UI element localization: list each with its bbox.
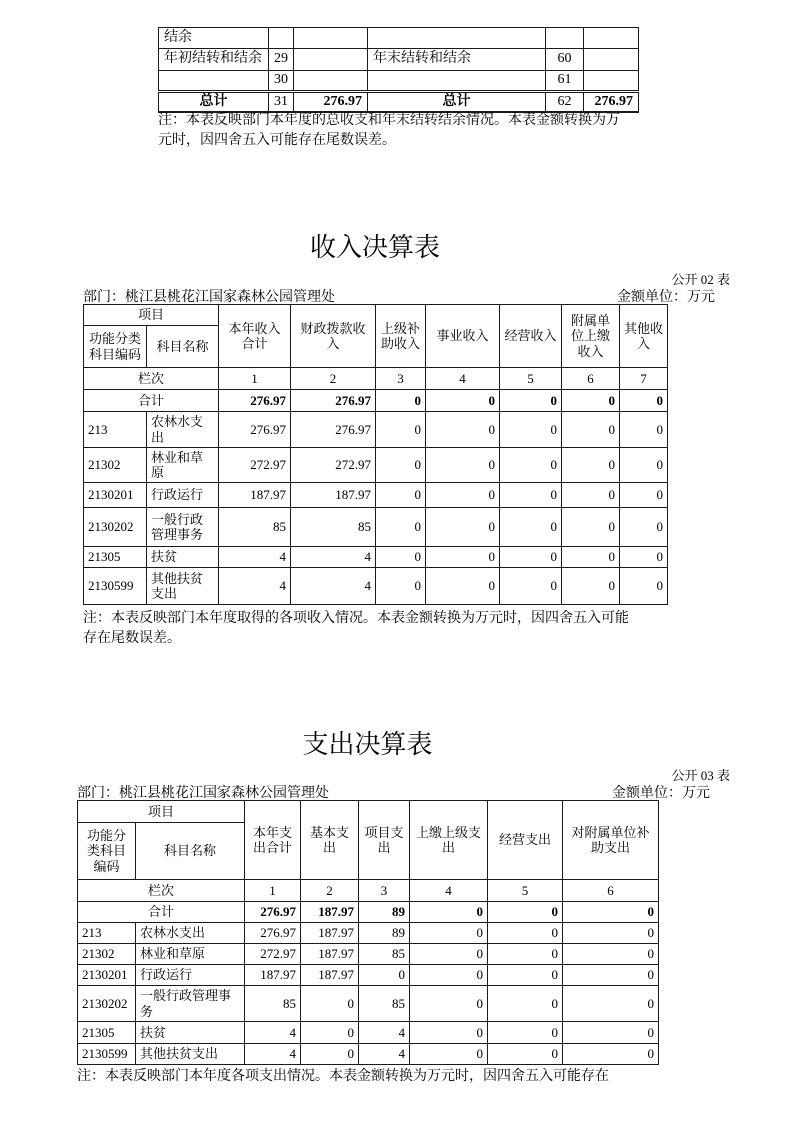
header-cell: 栏次 bbox=[84, 368, 219, 390]
table-row bbox=[159, 49, 639, 71]
value-cell: 0 bbox=[563, 986, 659, 1022]
value-cell: 0 bbox=[488, 965, 563, 986]
value-cell: 272.97 bbox=[291, 448, 376, 483]
total-value-cell: 0 bbox=[426, 390, 500, 412]
total-value-cell: 0 bbox=[500, 390, 562, 412]
value-cell: 0 bbox=[410, 923, 488, 944]
income-data-row bbox=[84, 412, 668, 448]
value-cell: 4 bbox=[359, 1044, 410, 1065]
header-cell: 经营支出 bbox=[488, 801, 563, 880]
name-cell: 一般行政管理事务 bbox=[147, 508, 219, 547]
value-cell: 0 bbox=[488, 944, 563, 965]
value-cell: 276.97 bbox=[245, 923, 301, 944]
header-cell: 项目 bbox=[84, 305, 219, 326]
name-cell: 其他扶贫支出 bbox=[136, 1044, 245, 1065]
summary-note: 注：本表反映部门本年度的总收支和年末结转结余情况。本表金额转换为万元时，因四舍五入可能存在尾数误差。 bbox=[158, 113, 620, 149]
code-cell: 213 bbox=[84, 412, 147, 448]
header-cell: 上级补助收入 bbox=[376, 305, 426, 368]
value-cell: 0 bbox=[562, 568, 620, 605]
code-cell: 2130599 bbox=[84, 568, 147, 605]
value-cell: 0 bbox=[376, 412, 426, 448]
value-cell: 0 bbox=[376, 547, 426, 568]
name-cell: 林业和草原 bbox=[147, 448, 219, 483]
value-cell: 0 bbox=[620, 483, 668, 508]
label-cell bbox=[159, 71, 269, 92]
header-cell: 上缴上级支出 bbox=[410, 801, 488, 880]
header-cell: 功能分类科目编码 bbox=[84, 326, 147, 368]
header-cell: 本年收入合计 bbox=[219, 305, 291, 368]
expend-title: 支出决算表 bbox=[302, 730, 433, 759]
total-value-cell: 276.97 bbox=[245, 902, 301, 923]
col-num-cell: 2 bbox=[301, 880, 359, 902]
income-data-row bbox=[84, 508, 668, 547]
income-header-row-1 bbox=[84, 305, 668, 326]
total-value-cell: 276.97 bbox=[294, 91, 368, 112]
cell bbox=[269, 28, 294, 49]
value-cell: 0 bbox=[426, 412, 500, 448]
expend-data-row bbox=[78, 944, 659, 965]
name-cell: 扶贫 bbox=[147, 547, 219, 568]
table-row bbox=[159, 71, 639, 92]
income-title: 收入决算表 bbox=[309, 233, 440, 262]
code-cell: 2130202 bbox=[78, 986, 136, 1022]
line-no-cell: 62 bbox=[546, 91, 584, 112]
value-cell: 0 bbox=[500, 547, 562, 568]
income-meta-row bbox=[83, 286, 715, 306]
total-value-cell: 276.97 bbox=[219, 390, 291, 412]
col-num-cell: 5 bbox=[500, 368, 562, 390]
income-lanci-row bbox=[84, 368, 668, 390]
line-no-cell: 60 bbox=[546, 49, 584, 71]
value-cell: 85 bbox=[291, 508, 376, 547]
header-cell: 其他收入 bbox=[620, 305, 668, 368]
value-cell: 85 bbox=[219, 508, 291, 547]
label-cell: 年初结转和结余 bbox=[159, 49, 269, 71]
summary-table bbox=[158, 27, 639, 113]
value-cell: 0 bbox=[410, 1044, 488, 1065]
value-cell: 0 bbox=[562, 448, 620, 483]
value-cell: 0 bbox=[563, 923, 659, 944]
total-value-cell: 0 bbox=[376, 390, 426, 412]
value-cell: 0 bbox=[562, 483, 620, 508]
income-data-row bbox=[84, 483, 668, 508]
total-value-cell: 0 bbox=[563, 902, 659, 923]
expend-total-row bbox=[78, 902, 659, 923]
code-cell: 21302 bbox=[84, 448, 147, 483]
value-cell: 85 bbox=[359, 944, 410, 965]
value-cell: 276.97 bbox=[219, 412, 291, 448]
col-num-cell: 6 bbox=[563, 880, 659, 902]
name-cell: 其他扶贫支出 bbox=[147, 568, 219, 605]
value-cell: 187.97 bbox=[301, 965, 359, 986]
total-value-cell: 276.97 bbox=[291, 390, 376, 412]
col-num-cell: 1 bbox=[219, 368, 291, 390]
header-cell: 科目名称 bbox=[136, 823, 245, 880]
value-cell: 0 bbox=[426, 448, 500, 483]
expend-data-row bbox=[78, 923, 659, 944]
header-cell: 基本支出 bbox=[301, 801, 359, 880]
total-value-cell: 0 bbox=[562, 390, 620, 412]
header-cell: 事业收入 bbox=[426, 305, 500, 368]
col-num-cell: 7 bbox=[620, 368, 668, 390]
value-cell: 0 bbox=[563, 965, 659, 986]
value-cell: 0 bbox=[620, 547, 668, 568]
value-cell bbox=[294, 49, 368, 71]
label-cell: 年末结转和结余 bbox=[368, 49, 546, 71]
name-cell: 扶贫 bbox=[136, 1022, 245, 1044]
line-no-cell: 31 bbox=[269, 91, 294, 112]
total-value-cell: 0 bbox=[620, 390, 668, 412]
cell bbox=[584, 28, 639, 49]
code-cell: 213 bbox=[78, 923, 136, 944]
value-cell: 0 bbox=[426, 547, 500, 568]
name-cell: 农林水支出 bbox=[147, 412, 219, 448]
header-cell: 经营收入 bbox=[500, 305, 562, 368]
income-table-number: 公开 02 表 bbox=[671, 272, 730, 287]
income-data-row bbox=[84, 568, 668, 605]
expend-data-row bbox=[78, 986, 659, 1022]
value-cell: 0 bbox=[359, 965, 410, 986]
income-department: 部门：桃江县桃花江国家森林公园管理处 bbox=[83, 290, 335, 305]
value-cell: 187.97 bbox=[291, 483, 376, 508]
table-row bbox=[159, 28, 639, 49]
value-cell: 0 bbox=[488, 986, 563, 1022]
value-cell: 0 bbox=[500, 483, 562, 508]
value-cell: 0 bbox=[563, 1022, 659, 1044]
expend-header-row-1 bbox=[78, 801, 659, 823]
value-cell: 0 bbox=[488, 923, 563, 944]
col-num-cell: 4 bbox=[426, 368, 500, 390]
line-no-cell: 61 bbox=[546, 71, 584, 92]
value-cell: 276.97 bbox=[291, 412, 376, 448]
line-no-cell: 30 bbox=[269, 71, 294, 92]
value-cell: 0 bbox=[301, 986, 359, 1022]
value-cell: 0 bbox=[620, 412, 668, 448]
header-cell: 本年支出合计 bbox=[245, 801, 301, 880]
value-cell: 0 bbox=[410, 965, 488, 986]
value-cell: 0 bbox=[488, 1022, 563, 1044]
value-cell: 89 bbox=[359, 923, 410, 944]
total-label-cell: 总计 bbox=[368, 91, 546, 112]
value-cell: 0 bbox=[410, 1022, 488, 1044]
code-cell: 2130201 bbox=[84, 483, 147, 508]
col-num-cell: 1 bbox=[245, 880, 301, 902]
value-cell: 4 bbox=[245, 1044, 301, 1065]
value-cell: 0 bbox=[500, 568, 562, 605]
value-cell: 0 bbox=[376, 448, 426, 483]
value-cell: 0 bbox=[301, 1044, 359, 1065]
value-cell: 4 bbox=[359, 1022, 410, 1044]
code-cell: 2130202 bbox=[84, 508, 147, 547]
value-cell: 0 bbox=[376, 508, 426, 547]
expend-meta-row bbox=[77, 782, 710, 802]
name-cell: 一般行政管理事务 bbox=[136, 986, 245, 1022]
value-cell: 0 bbox=[562, 508, 620, 547]
value-cell: 0 bbox=[500, 508, 562, 547]
header-cell: 项目支出 bbox=[359, 801, 410, 880]
name-cell: 行政运行 bbox=[147, 483, 219, 508]
value-cell: 0 bbox=[426, 483, 500, 508]
total-value-cell: 276.97 bbox=[584, 91, 639, 112]
value-cell: 0 bbox=[376, 483, 426, 508]
total-value-cell: 187.97 bbox=[301, 902, 359, 923]
header-cell: 财政拨款收入 bbox=[291, 305, 376, 368]
expend-note: 注：本表反映部门本年度各项支出情况。本表金额转换为万元时，因四舍五入可能存在 bbox=[77, 1069, 609, 1084]
value-cell: 0 bbox=[376, 568, 426, 605]
value-cell: 187.97 bbox=[219, 483, 291, 508]
header-cell: 附属单位上缴收入 bbox=[562, 305, 620, 368]
value-cell: 4 bbox=[245, 1022, 301, 1044]
col-num-cell: 5 bbox=[488, 880, 563, 902]
value-cell: 0 bbox=[620, 448, 668, 483]
header-cell: 项目 bbox=[78, 801, 245, 823]
value-cell: 0 bbox=[410, 986, 488, 1022]
code-cell: 2130599 bbox=[78, 1044, 136, 1065]
expend-table-number: 公开 03 表 bbox=[671, 768, 730, 783]
code-cell: 21305 bbox=[84, 547, 147, 568]
col-num-cell: 3 bbox=[359, 880, 410, 902]
code-cell: 21302 bbox=[78, 944, 136, 965]
cell bbox=[294, 28, 368, 49]
col-num-cell: 3 bbox=[376, 368, 426, 390]
expend-department: 部门：桃江县桃花江国家森林公园管理处 bbox=[77, 786, 329, 801]
label-cell bbox=[368, 71, 546, 92]
value-cell: 272.97 bbox=[245, 944, 301, 965]
cell bbox=[546, 28, 584, 49]
value-cell bbox=[584, 71, 639, 92]
name-cell: 行政运行 bbox=[136, 965, 245, 986]
value-cell: 4 bbox=[291, 547, 376, 568]
total-value-cell: 0 bbox=[410, 902, 488, 923]
income-total-row bbox=[84, 390, 668, 412]
expend-data-row bbox=[78, 1022, 659, 1044]
total-label-cell: 总计 bbox=[159, 91, 269, 112]
value-cell: 0 bbox=[488, 1044, 563, 1065]
value-cell: 4 bbox=[219, 568, 291, 605]
value-cell: 0 bbox=[426, 508, 500, 547]
value-cell: 0 bbox=[563, 1044, 659, 1065]
value-cell bbox=[294, 71, 368, 92]
expend-table bbox=[77, 800, 659, 1065]
income-unit: 金额单位：万元 bbox=[617, 290, 715, 305]
income-note: 注：本表反映部门本年度取得的各项收入情况。本表金额转换为万元时，因四舍五入可能存在尾数误差。 bbox=[83, 611, 629, 647]
total-value-cell: 0 bbox=[488, 902, 563, 923]
value-cell: 4 bbox=[291, 568, 376, 605]
income-data-row bbox=[84, 448, 668, 483]
expend-data-row bbox=[78, 965, 659, 986]
label-cell: 结余 bbox=[159, 28, 269, 49]
value-cell: 0 bbox=[410, 944, 488, 965]
total-label-cell: 合计 bbox=[84, 390, 219, 412]
value-cell: 272.97 bbox=[219, 448, 291, 483]
value-cell: 0 bbox=[301, 1022, 359, 1044]
value-cell: 187.97 bbox=[301, 923, 359, 944]
value-cell bbox=[584, 49, 639, 71]
value-cell: 0 bbox=[563, 944, 659, 965]
name-cell: 林业和草原 bbox=[136, 944, 245, 965]
summary-total-row bbox=[159, 91, 639, 112]
expend-unit: 金额单位：万元 bbox=[612, 786, 710, 801]
value-cell: 4 bbox=[219, 547, 291, 568]
value-cell: 85 bbox=[359, 986, 410, 1022]
value-cell: 187.97 bbox=[301, 944, 359, 965]
value-cell: 0 bbox=[500, 412, 562, 448]
expend-data-row bbox=[78, 1044, 659, 1065]
value-cell: 0 bbox=[426, 568, 500, 605]
header-cell: 栏次 bbox=[78, 880, 245, 902]
cell bbox=[368, 28, 546, 49]
total-label-cell: 合计 bbox=[78, 902, 245, 923]
value-cell: 85 bbox=[245, 986, 301, 1022]
name-cell: 农林水支出 bbox=[136, 923, 245, 944]
col-num-cell: 6 bbox=[562, 368, 620, 390]
code-cell: 21305 bbox=[78, 1022, 136, 1044]
value-cell: 0 bbox=[562, 412, 620, 448]
value-cell: 187.97 bbox=[245, 965, 301, 986]
line-no-cell: 29 bbox=[269, 49, 294, 71]
value-cell: 0 bbox=[620, 568, 668, 605]
header-cell: 功能分类科目编码 bbox=[78, 823, 136, 880]
code-cell: 2130201 bbox=[78, 965, 136, 986]
col-num-cell: 2 bbox=[291, 368, 376, 390]
income-table bbox=[83, 304, 668, 605]
header-cell: 对附属单位补助支出 bbox=[563, 801, 659, 880]
col-num-cell: 4 bbox=[410, 880, 488, 902]
header-cell: 科目名称 bbox=[147, 326, 219, 368]
value-cell: 0 bbox=[620, 508, 668, 547]
expend-lanci-row bbox=[78, 880, 659, 902]
value-cell: 0 bbox=[562, 547, 620, 568]
total-value-cell: 89 bbox=[359, 902, 410, 923]
value-cell: 0 bbox=[500, 448, 562, 483]
income-data-row bbox=[84, 547, 668, 568]
